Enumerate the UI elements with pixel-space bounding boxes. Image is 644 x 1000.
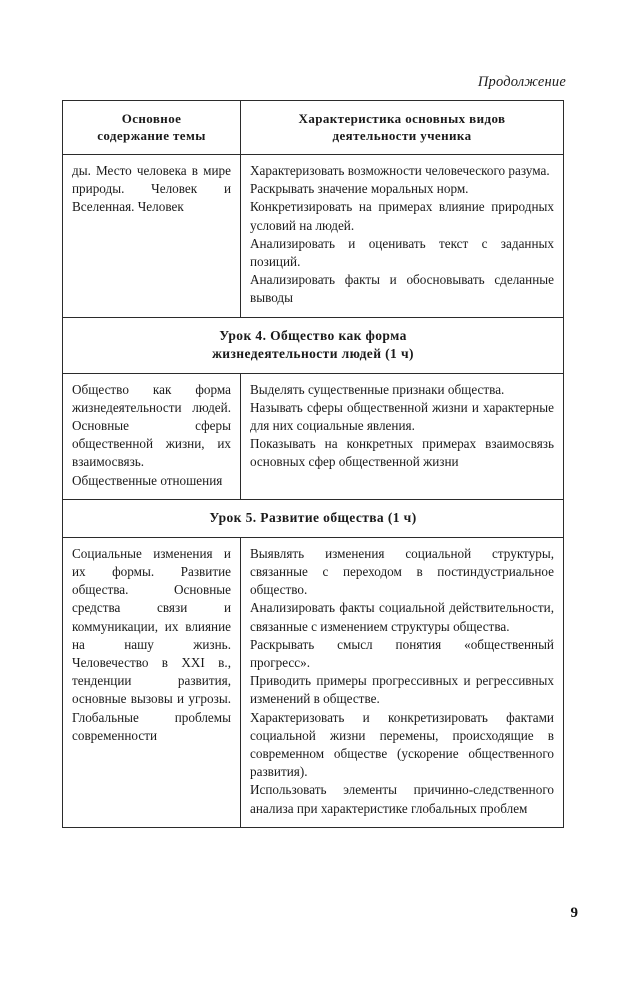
lesson-4-line2: жизнедеятельности людей (1 ч) xyxy=(212,345,414,361)
row-4-left-paragraph-0: Социальные изменения и их формы. Развитие общества. Основные средства связи и коммуникации, их влияние на нашу жизнь. Человечество в XXI в., тенденции развития, основные вызовы и угрозы. Глобальные проблемы современности xyxy=(72,545,231,743)
row-4-left-cell xyxy=(63,537,241,827)
row-4-right-paragraph-3: Приводить примеры прогрессивных и регрессивных изменений в обществе. xyxy=(250,673,554,707)
header-col1-line2: содержание темы xyxy=(97,128,206,143)
row-0-left-cell xyxy=(63,155,241,318)
lesson-header-row-4 xyxy=(63,317,564,373)
header-col2-line2: деятельности ученика xyxy=(332,128,472,143)
row-4-right-cell xyxy=(241,537,564,827)
running-head-continuation: Продолжение xyxy=(477,74,566,90)
row-2-right-paragraph-2: Показывать на конкретных примерах взаимосвязь основных сфер общественной жизни xyxy=(250,436,554,470)
row-4-right-paragraph-0: Выявлять изменения социальной структуры, связанные с переходом в постиндустриальное общество. xyxy=(250,545,554,598)
row-4-right-paragraph-5: Использовать элементы причинно-следственного анализа при характеристике глобальных проблем xyxy=(250,782,554,816)
header-col1-line1: Основное xyxy=(121,111,182,126)
row-2-right-paragraph-0: Выделять существенные признаки общества. xyxy=(250,381,505,397)
header-cell-student-activity xyxy=(241,101,564,155)
row-2-right-paragraph-1: Называть сферы общественной жизни и характерные для них социальные явления. xyxy=(250,399,554,434)
table-row xyxy=(63,373,564,499)
curriculum-table xyxy=(62,100,564,828)
lesson-title-cell-5 xyxy=(63,499,564,537)
lesson-title-cell-4 xyxy=(63,317,564,373)
row-0-right-paragraph-0: Характеризовать возможности человеческого разума. xyxy=(250,163,550,178)
row-0-right-paragraph-2: Конкретизировать на примерах влияние природных условий на людей. xyxy=(250,199,554,233)
row-4-right-paragraph-1: Анализировать факты социальной действительности, связанные с изменением структуры общества. xyxy=(250,600,554,634)
lesson-4-line1: Урок 4. Общество как форма xyxy=(219,327,407,343)
row-2-left-paragraph-0: Общество как форма жизнедеятельности людей. Основные сферы общественной жизни, их взаимосвязь. Общественные отношения xyxy=(72,381,231,488)
page-number: 9 xyxy=(570,905,578,921)
table-header-row xyxy=(63,101,564,155)
header-col2-line1: Характеристика основных видов xyxy=(298,111,506,126)
row-2-right-cell xyxy=(241,373,564,499)
row-0-left-paragraph-0: ды. Место человека в мире природы. Человек и Вселенная. Человек xyxy=(72,163,231,215)
table-row xyxy=(63,537,564,827)
lesson-5-line1: Урок 5. Развитие общества (1 ч) xyxy=(209,509,417,525)
row-0-right-cell xyxy=(241,155,564,318)
table-row xyxy=(63,155,564,318)
header-cell-content-topic xyxy=(63,101,241,155)
row-0-right-paragraph-3: Анализировать и оценивать текст с заданных позиций. xyxy=(250,235,554,270)
row-0-right-paragraph-1: Раскрывать значение моральных норм. xyxy=(250,181,469,197)
curriculum-table-wrapper xyxy=(62,100,563,828)
row-0-right-paragraph-4: Анализировать факты и обосновывать сделанные выводы xyxy=(250,272,554,306)
row-2-left-cell xyxy=(63,373,241,499)
row-4-right-paragraph-4: Характеризовать и конкретизировать фактами социальной жизни перемены, происходящие в современном обществе (ускорение общественного развития). xyxy=(250,709,554,780)
row-4-right-paragraph-2: Раскрывать смысл понятия «общественный прогресс». xyxy=(250,636,554,671)
lesson-header-row-5 xyxy=(63,499,564,537)
